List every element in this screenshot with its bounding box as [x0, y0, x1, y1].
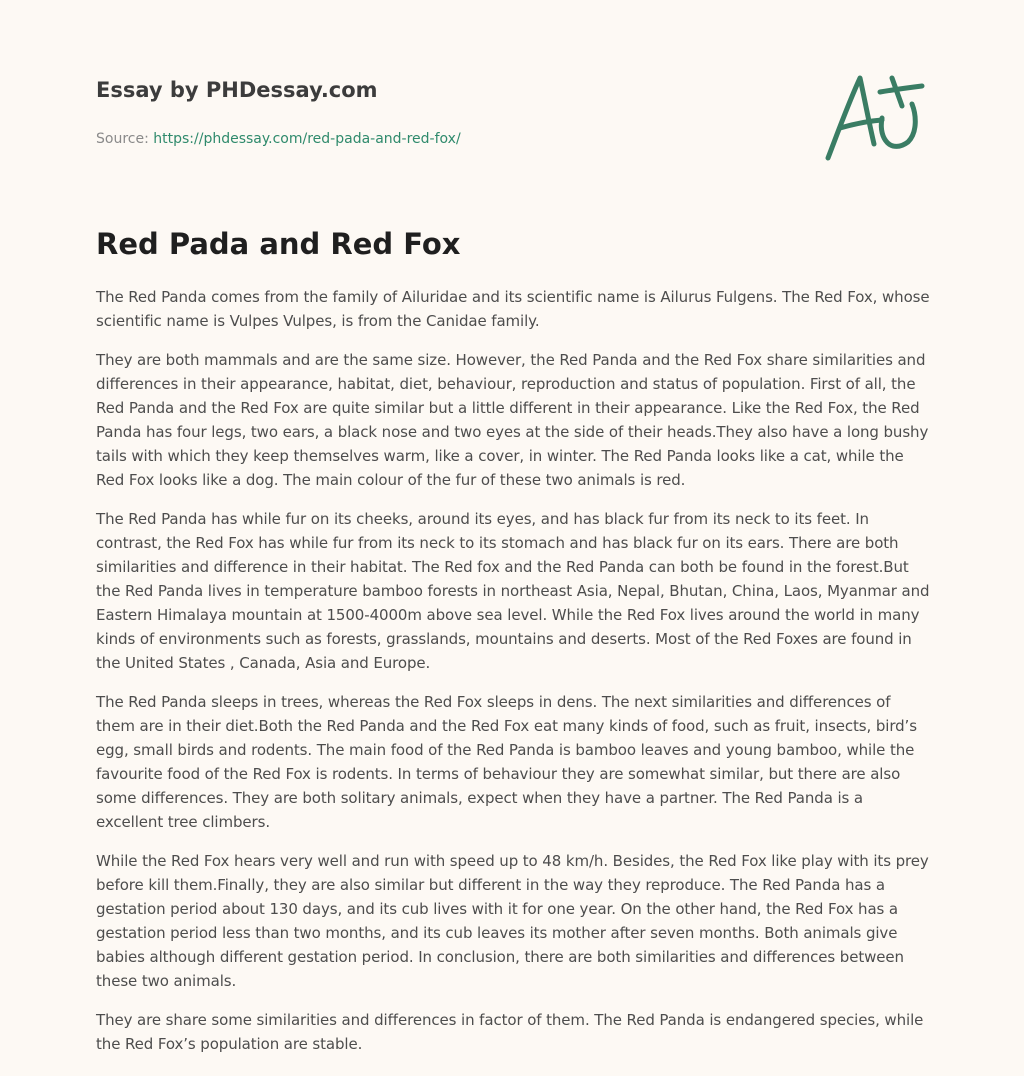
paragraph: The Red Panda sleeps in trees, whereas the Red Fox sleeps in dens. The next similarities and differences of them are in their diet.Both the Red Panda and the Red Fox eat many kinds of food, such as fruit, insects, bird’s egg, small birds and rodents. The main food of the Red Panda is bamboo leaves and young bamboo, while the favourite food of the Red Fox is rodents. In terms of behaviour they are somewhat similar, but there are also some differences. They are both solitary animals, expect when they have a partner. The Red Panda is a excellent tree climbers. — [96, 693, 917, 831]
source-line — [96, 129, 796, 149]
essay-title: Red Pada and Red Fox — [96, 227, 461, 261]
paragraph: The Red Panda comes from the family of Ailuridae and its scientific name is Ailurus Fulgens. The Red Fox, whose scientific name is Vulpes Vulpes, is from the Canidae family. — [96, 288, 930, 330]
a-plus-logo-icon — [820, 66, 928, 166]
essay-body — [96, 285, 930, 1071]
paragraph: While the Red Fox hears very well and run with speed up to 48 km/h. Besides, the Red Fox like play with its prey before kill them.Finally, they are also similar but different in the way they reproduce. The Red Panda has a gestation period about 130 days, and its cub lives with it for one year. On the other hand, the Red Fox has a gestation period less than two months, and its cub leaves its mother after seven months. Both animals give babies although different gestation period. In conclusion, there are both similarities and differences between these two animals. — [96, 852, 929, 990]
paragraph: They are share some similarities and differences in factor of them. The Red Panda is endangered species, while the Red Fox’s population are stable. — [96, 1011, 924, 1053]
paragraph: The Red Panda has while fur on its cheeks, around its eyes, and has black fur from its neck to its feet. In contrast, the Red Fox has while fur from its neck to its stomach and has black fur on its ears. There are both similarities and difference in their habitat. The Red fox and the Red Panda can both be found in the forest.But the Red Panda lives in temperature bamboo forests in northeast Asia, Nepal, Bhutan, China, Laos, Myanmar and Eastern Himalaya mountain at 1500-4000m above sea level. While the Red Fox lives around the world in many kinds of environments such as forests, grasslands, mountains and deserts. Most of the Red Foxes are found in the United States , Canada, Asia and Europe. — [96, 510, 930, 672]
source-label: Source: — [96, 131, 149, 147]
brand-title: Essay by PHDessay.com — [96, 78, 378, 102]
source-link[interactable]: https://phdessay.com/red-pada-and-red-fox/ — [153, 131, 461, 147]
page-header — [96, 76, 796, 149]
paragraph: They are both mammals and are the same size. However, the Red Panda and the Red Fox share similarities and differences in their appearance, habitat, diet, behaviour, reproduction and status of population. First of all, the Red Panda and the Red Fox are quite similar but a little different in their appearance. Like the Red Fox, the Red Panda has four legs, two ears, a black nose and two eyes at the side of their heads.They also have a long bushy tails with which they keep themselves warm, like a cover, in winter. The Red Panda looks like a cat, while the Red Fox looks like a dog. The main colour of the fur of these two animals is red. — [96, 351, 929, 489]
